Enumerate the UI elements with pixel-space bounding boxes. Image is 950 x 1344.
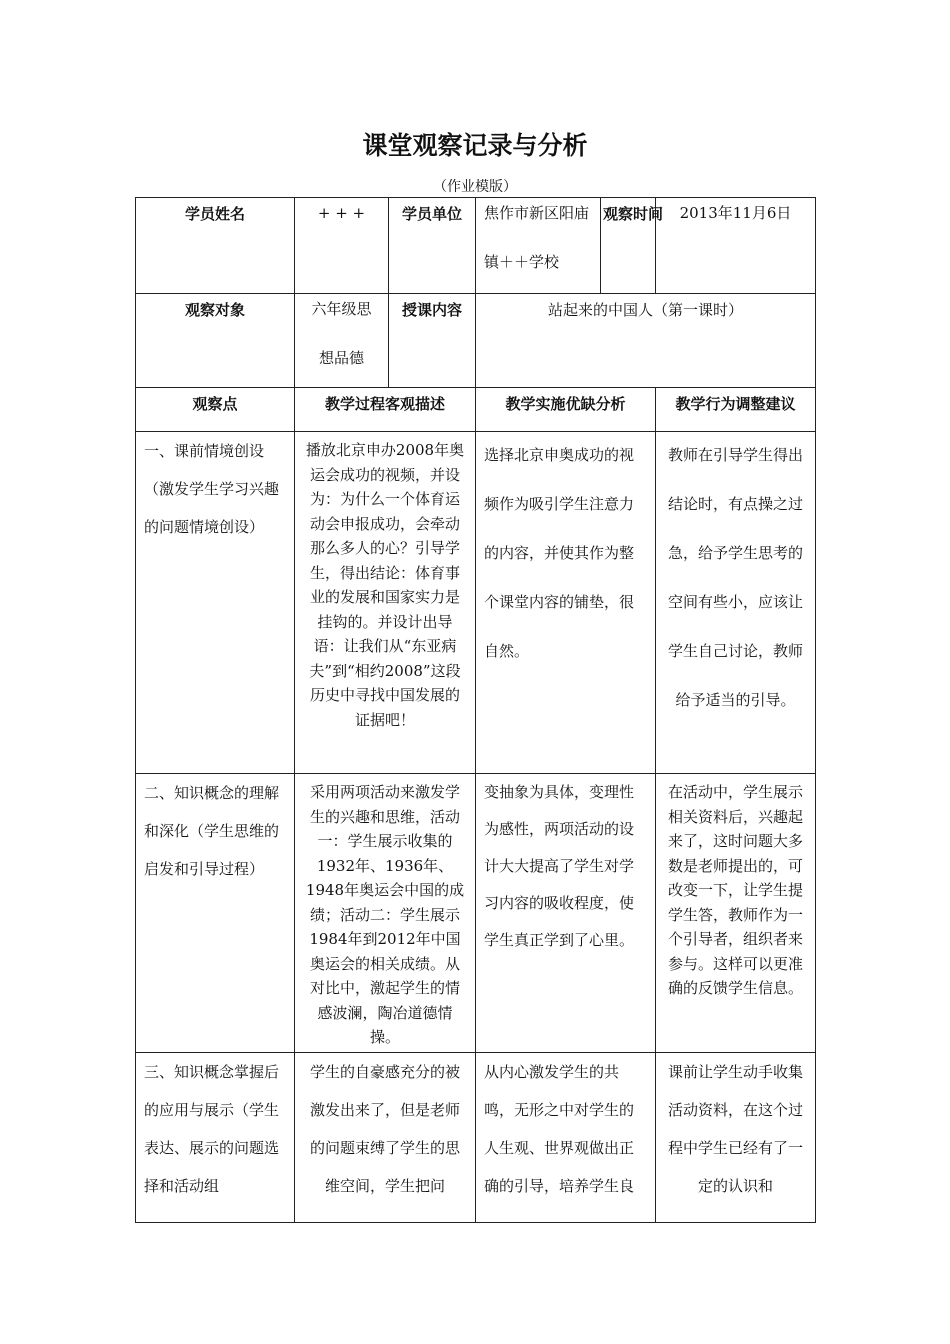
obs-target-value: 六年级思想品德 — [311, 300, 372, 367]
page-subtitle: （作业模版） — [433, 179, 517, 195]
table-row — [136, 432, 816, 774]
page-title: 课堂观察记录与分析 — [362, 131, 588, 160]
obs-time-label: 观察时间 — [601, 198, 656, 294]
header-row — [136, 388, 816, 432]
header-adjustment-advice: 教学行为调整建议 — [656, 388, 816, 432]
observation-table — [135, 197, 816, 1223]
content-value: 站起来的中国人（第一课时） — [476, 294, 816, 388]
row2-advice: 在活动中，学生展示相关资料后，兴趣起来了，这时问题大多数是老师提出的，可改变一下，让学生提学生答，教师作为一个引导者，组织者来参与。这样可以更准确的反馈学生信息。 — [667, 783, 803, 997]
row1-advice: 教师在引导学生得出结论时，有点操之过急，给予学生思考的空间有些小，应该让学生自己讨论，教师给予适当的引导。 — [667, 446, 803, 709]
info-row-2 — [136, 294, 816, 388]
row3-point: 三、知识概念掌握后的应用与展示（学生表达、展示的问题选择和活动组 — [144, 1062, 280, 1195]
row3-analysis: 从内心激发学生的共鸣，无形之中对学生的人生观、世界观做出正确的引导，培养学生良 — [484, 1062, 635, 1195]
content-label: 授课内容 — [389, 294, 476, 388]
row2-analysis: 变抽象为具体，变理性为感性，两项活动的设计大大提高了学生对学习内容的吸收程度，使学生真正学到了心里。 — [484, 783, 635, 949]
table-row — [136, 1052, 816, 1222]
table-row — [136, 774, 816, 1053]
row2-desc: 采用两项活动来激发学生的兴趣和思维，活动一：学生展示收集的1932年、1936年、1948年奥运会中国的成绩；活动二：学生展示1984年到2012年中国奥运会的相关成绩。从对比中，激起学生的情感波澜，陶冶道德情操。 — [305, 783, 465, 1046]
row1-desc: 播放北京申办2008年奥运会成功的视频，并设为：为什么一个体育运动会申报成功，会牵动那么多人的心？引导学生，得出结论：体育事业的发展和国家实力是挂钩的。并设计出导语：让我们从“东亚病夫”到“相约2008”这段历史中寻找中国发展的证据吧！ — [305, 441, 465, 729]
student-unit-value: 焦作市新区阳庙镇＋＋学校 — [484, 204, 590, 271]
header-observation-point: 观察点 — [136, 388, 295, 432]
row3-advice: 课前让学生动手收集活动资料，在这个过程中学生已经有了一定的认识和 — [667, 1062, 803, 1195]
header-process-description: 教学过程客观描述 — [295, 388, 476, 432]
header-implementation-analysis: 教学实施优缺分析 — [476, 388, 656, 432]
row1-point: 一、课前情境创设（激发学生学习兴趣的问题情境创设） — [144, 442, 280, 536]
row1-analysis: 选择北京申奥成功的视频作为吸引学生注意力的内容，并使其作为整个课堂内容的铺垫，很自然。 — [484, 446, 635, 660]
student-unit-label: 学员单位 — [389, 198, 476, 294]
student-name-value: + + + — [295, 198, 389, 294]
row3-desc: 学生的自豪感充分的被激发出来了，但是老师的问题束缚了学生的思维空间，学生把问 — [309, 1062, 460, 1195]
obs-time-value: 2013年11月6日 — [679, 204, 792, 222]
student-name-label: 学员姓名 — [136, 198, 295, 294]
obs-target-label: 观察对象 — [136, 294, 295, 388]
row2-point: 二、知识概念的理解和深化（学生思维的启发和引导过程） — [144, 784, 280, 878]
info-row-1 — [136, 198, 816, 294]
